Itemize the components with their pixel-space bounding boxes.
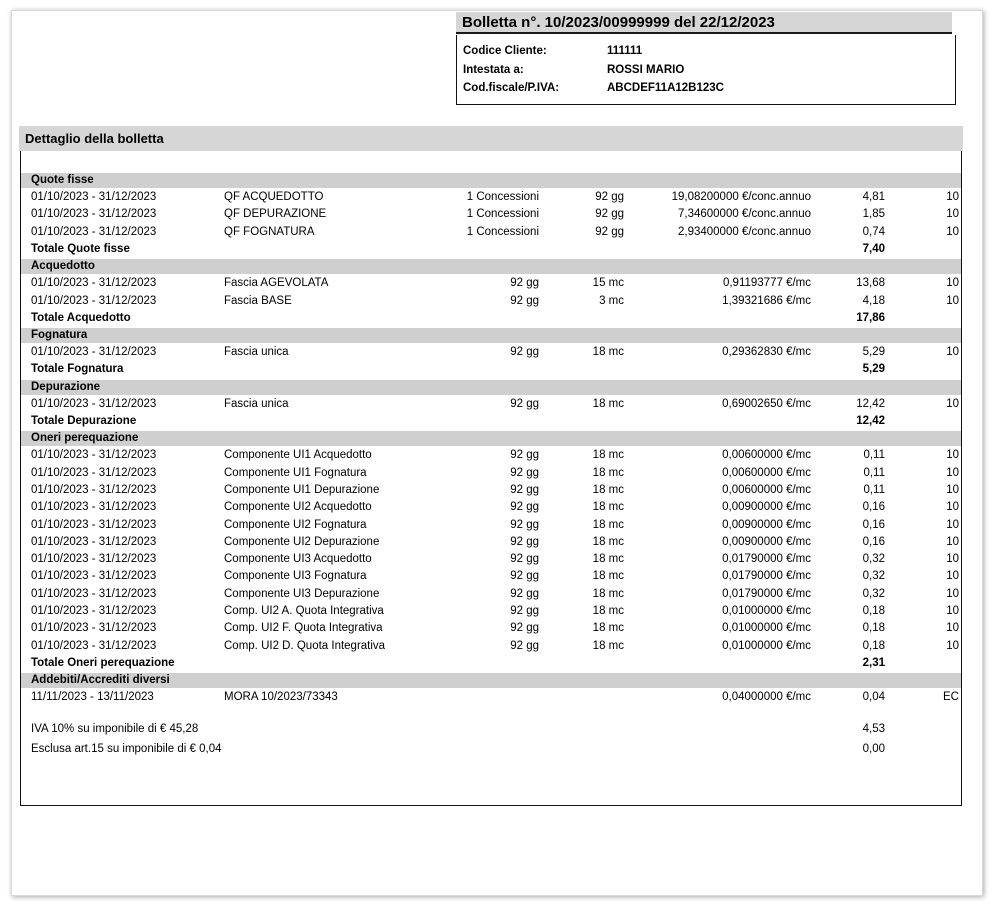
row-unit-price: 0,01000000 €/mc — [722, 605, 811, 617]
row-amount: 0,11 — [863, 449, 885, 462]
section-total-row — [21, 361, 961, 378]
row-vat-code: EC — [943, 691, 959, 704]
row-consumption: 18 mc — [592, 346, 624, 359]
section-total-row — [21, 413, 961, 430]
section-header: Addebiti/Accrediti diversi — [21, 673, 961, 688]
table-row — [21, 293, 961, 310]
row-consumption: 18 mc — [592, 483, 624, 496]
row-amount: 0,32 — [862, 570, 885, 583]
section-total-amount: 12,42 — [856, 415, 885, 427]
row-period: 01/10/2023 - 31/12/2023 — [31, 449, 157, 462]
row-unit-price: 0,00600000 €/mc — [722, 466, 811, 479]
section-total-amount: 5,29 — [862, 363, 885, 376]
row-unit-price: 0,01790000 €/mc — [722, 570, 811, 583]
row-vat-code: 10 — [946, 501, 959, 514]
row-amount: 13,68 — [856, 277, 885, 290]
row-consumption: 92 gg — [595, 208, 624, 221]
row-vat-code: 10 — [946, 605, 959, 617]
row-amount: 4,18 — [862, 294, 885, 307]
row-consumption: 18 mc — [592, 518, 624, 531]
row-unit-price: 0,69002650 €/mc — [722, 397, 811, 410]
section-total-label: Totale Acquedotto — [31, 311, 131, 324]
row-vat-code: 10 — [946, 397, 959, 410]
row-vat-code: 10 — [946, 535, 959, 548]
section-header: Depurazione — [21, 380, 961, 395]
row-period: 01/10/2023 - 31/12/2023 — [31, 587, 157, 600]
table-row — [21, 534, 961, 551]
row-vat-code: 10 — [946, 639, 959, 652]
row-unit-price: 7,34600000 €/conc.annuo — [677, 208, 811, 221]
row-quantity: 92 gg — [510, 639, 539, 652]
row-period: 01/10/2023 - 31/12/2023 — [31, 553, 157, 566]
section-total-row — [21, 241, 961, 258]
row-unit-price: 0,01000000 €/mc — [722, 639, 811, 652]
row-unit-price: 0,29362830 €/mc — [722, 346, 811, 359]
row-vat-code: 10 — [946, 277, 959, 290]
row-amount: 0,04 — [862, 691, 885, 704]
section-total-amount: 2,31 — [862, 656, 885, 669]
section-header: Fognatura — [21, 328, 961, 343]
row-consumption: 92 gg — [595, 225, 624, 238]
section-total-row — [21, 310, 961, 327]
row-description: Componente UI2 Fognatura — [224, 518, 367, 531]
row-description: Componente UI3 Acquedotto — [224, 553, 372, 566]
table-row — [21, 447, 961, 464]
row-amount: 0,18 — [862, 639, 885, 652]
row-consumption: 18 mc — [592, 535, 624, 548]
client-holder-row — [463, 61, 992, 79]
client-code-row — [463, 42, 992, 60]
row-consumption: 18 mc — [592, 587, 624, 600]
section-total-label: Totale Quote fisse — [31, 242, 130, 255]
row-quantity: 92 gg — [510, 622, 539, 635]
row-quantity: 1 Concessioni — [466, 191, 539, 203]
row-quantity: 92 gg — [510, 605, 539, 617]
row-quantity: 1 Concessioni — [466, 208, 539, 221]
row-amount: 0,32 — [862, 587, 885, 600]
row-quantity: 92 gg — [510, 397, 539, 410]
row-consumption: 18 mc — [592, 449, 624, 462]
row-consumption: 3 mc — [599, 294, 624, 307]
section-total-amount: 17,86 — [856, 311, 885, 324]
row-period: 01/10/2023 - 31/12/2023 — [31, 483, 157, 496]
row-quantity: 92 gg — [510, 466, 539, 479]
row-period: 01/10/2023 - 31/12/2023 — [31, 277, 157, 290]
row-quantity: 92 gg — [510, 449, 539, 462]
vat-summary-row — [21, 721, 961, 738]
row-description: Fascia AGEVOLATA — [224, 277, 329, 290]
row-consumption: 15 mc — [592, 277, 624, 290]
row-amount: 0,74 — [862, 225, 885, 238]
row-vat-code: 10 — [946, 191, 959, 203]
client-tax-row — [463, 79, 992, 97]
table-row — [21, 275, 961, 292]
row-quantity: 92 gg — [510, 587, 539, 600]
row-amount: 0,16 — [862, 518, 885, 531]
row-consumption: 18 mc — [592, 622, 624, 635]
section-total-label: Totale Fognatura — [31, 363, 124, 376]
row-period: 01/10/2023 - 31/12/2023 — [31, 605, 157, 617]
table-row — [21, 499, 961, 516]
client-tax-value: ABCDEF11A12B123C — [607, 82, 724, 94]
row-period: 01/10/2023 - 31/12/2023 — [31, 191, 157, 203]
row-period: 01/10/2023 - 31/12/2023 — [31, 622, 157, 635]
row-consumption: 18 mc — [592, 466, 624, 479]
section-header: Acquedotto — [21, 259, 961, 274]
row-description: Fascia unica — [224, 346, 289, 359]
row-description: QF ACQUEDOTTO — [224, 191, 324, 203]
row-description: Componente UI2 Acquedotto — [224, 501, 372, 514]
row-vat-code: 10 — [946, 225, 959, 238]
row-amount: 0,18 — [862, 622, 885, 635]
row-period: 01/10/2023 - 31/12/2023 — [31, 225, 157, 238]
row-unit-price: 0,00900000 €/mc — [722, 501, 811, 514]
row-quantity: 92 gg — [510, 518, 539, 531]
row-amount: 0,32 — [862, 553, 885, 566]
row-vat-code: 10 — [946, 483, 959, 496]
client-code-label: Codice Cliente: — [463, 45, 547, 57]
table-row — [21, 620, 961, 637]
vat-summary-label: IVA 10% su imponibile di € 45,28 — [31, 722, 199, 735]
table-row — [21, 689, 961, 706]
client-holder-value: ROSSI MARIO — [607, 64, 685, 76]
table-row — [21, 396, 961, 413]
vat-summary-amount: 4,53 — [862, 722, 885, 735]
row-description: MORA 10/2023/73343 — [224, 691, 338, 704]
row-period: 01/10/2023 - 31/12/2023 — [31, 639, 157, 652]
row-vat-code: 10 — [946, 518, 959, 531]
section-header: Quote fisse — [21, 173, 961, 188]
detail-title: Dettaglio della bolletta — [19, 126, 963, 151]
row-quantity: 92 gg — [510, 294, 539, 307]
row-consumption: 18 mc — [592, 639, 624, 652]
row-unit-price: 0,91193777 €/mc — [722, 277, 811, 290]
row-quantity: 92 gg — [510, 535, 539, 548]
row-vat-code: 10 — [946, 449, 959, 462]
vat-summary-label: Esclusa art.15 su imponibile di € 0,04 — [31, 742, 222, 755]
row-period: 01/10/2023 - 31/12/2023 — [31, 501, 157, 514]
row-description: Componente UI3 Fognatura — [224, 570, 367, 583]
row-description: Comp. UI2 F. Quota Integrativa — [224, 622, 383, 635]
table-row — [21, 586, 961, 603]
bill-detail-table — [20, 126, 962, 806]
invoice-page — [11, 10, 983, 896]
row-quantity: 1 Concessioni — [466, 225, 539, 238]
row-description: Componente UI1 Depurazione — [224, 483, 380, 496]
row-amount: 5,29 — [862, 346, 885, 359]
row-quantity: 92 gg — [510, 277, 539, 290]
row-description: QF DEPURAZIONE — [224, 208, 327, 221]
table-row — [21, 206, 961, 223]
row-vat-code: 10 — [946, 553, 959, 566]
row-unit-price: 0,00900000 €/mc — [722, 518, 811, 531]
table-row — [21, 638, 961, 655]
row-unit-price: 0,00600000 €/mc — [722, 449, 811, 462]
table-row — [21, 517, 961, 534]
client-holder-label: Intestata a: — [463, 64, 524, 76]
row-description: Comp. UI2 A. Quota Integrativa — [224, 605, 384, 617]
table-row — [21, 465, 961, 482]
row-amount: 0,16 — [862, 535, 885, 548]
row-description: Fascia unica — [224, 397, 289, 410]
row-vat-code: 10 — [946, 208, 959, 221]
table-row — [21, 568, 961, 585]
row-period: 01/10/2023 - 31/12/2023 — [31, 535, 157, 548]
row-period: 01/10/2023 - 31/12/2023 — [31, 397, 157, 410]
row-period: 01/10/2023 - 31/12/2023 — [31, 466, 157, 479]
row-description: Componente UI1 Acquedotto — [224, 449, 372, 462]
table-row — [21, 603, 961, 620]
table-row — [21, 189, 961, 206]
table-row — [21, 482, 961, 499]
row-vat-code: 10 — [946, 622, 959, 635]
row-period: 01/10/2023 - 31/12/2023 — [31, 570, 157, 583]
row-vat-code: 10 — [946, 570, 959, 583]
client-code-value: 111111 — [607, 45, 643, 57]
row-unit-price: 2,93400000 €/conc.annuo — [677, 225, 811, 238]
vat-summary-amount: 0,00 — [862, 742, 885, 755]
row-amount: 0,11 — [863, 483, 885, 496]
row-consumption: 18 mc — [592, 553, 624, 566]
row-unit-price: 0,01790000 €/mc — [722, 553, 811, 566]
row-vat-code: 10 — [946, 466, 959, 479]
row-description: Componente UI3 Depurazione — [224, 587, 380, 600]
table-row — [21, 551, 961, 568]
row-quantity: 92 gg — [510, 553, 539, 566]
row-vat-code: 10 — [946, 294, 959, 307]
row-vat-code: 10 — [946, 587, 959, 600]
section-total-label: Totale Depurazione — [31, 415, 137, 427]
section-total-label: Totale Oneri perequazione — [31, 656, 175, 669]
row-period: 11/11/2023 - 13/11/2023 — [31, 691, 154, 704]
row-period: 01/10/2023 - 31/12/2023 — [31, 346, 157, 359]
row-consumption: 18 mc — [592, 570, 624, 583]
row-description: Componente UI1 Fognatura — [224, 466, 367, 479]
row-period: 01/10/2023 - 31/12/2023 — [31, 294, 157, 307]
vat-summary-row — [21, 741, 961, 758]
row-unit-price: 0,01000000 €/mc — [722, 622, 811, 635]
row-amount: 12,42 — [856, 397, 885, 410]
row-period: 01/10/2023 - 31/12/2023 — [31, 518, 157, 531]
row-unit-price: 1,39321686 €/mc — [722, 294, 811, 307]
row-description: QF FOGNATURA — [224, 225, 315, 238]
row-amount: 0,16 — [862, 501, 885, 514]
row-quantity: 92 gg — [510, 346, 539, 359]
row-amount: 1,85 — [862, 208, 885, 221]
table-row — [21, 224, 961, 241]
row-description: Comp. UI2 D. Quota Integrativa — [224, 639, 386, 652]
row-amount: 0,11 — [863, 466, 885, 479]
section-total-row — [21, 655, 961, 672]
bill-title: Bolletta n°. 10/2023/00999999 del 22/12/2023 — [456, 12, 952, 34]
client-tax-label: Cod.fiscale/P.IVA: — [463, 82, 560, 94]
row-vat-code: 10 — [946, 346, 959, 359]
row-consumption: 18 mc — [592, 605, 624, 617]
row-unit-price: 0,01790000 €/mc — [722, 587, 811, 600]
row-consumption: 18 mc — [592, 397, 624, 410]
section-total-amount: 7,40 — [862, 242, 885, 255]
row-quantity: 92 gg — [510, 483, 539, 496]
row-consumption: 92 gg — [595, 191, 624, 203]
row-amount: 4,81 — [862, 191, 885, 203]
row-period: 01/10/2023 - 31/12/2023 — [31, 208, 157, 221]
row-unit-price: 19,08200000 €/conc.annuo — [671, 191, 811, 203]
section-header: Oneri perequazione — [21, 431, 961, 446]
row-unit-price: 0,00900000 €/mc — [722, 535, 811, 548]
row-quantity: 92 gg — [510, 570, 539, 583]
row-unit-price: 0,04000000 €/mc — [722, 691, 811, 704]
client-info-box — [456, 35, 956, 105]
row-amount: 0,18 — [862, 605, 885, 617]
row-quantity: 92 gg — [510, 501, 539, 514]
row-description: Componente UI2 Depurazione — [224, 535, 380, 548]
row-description: Fascia BASE — [224, 294, 292, 307]
row-consumption: 18 mc — [592, 501, 624, 514]
row-unit-price: 0,00600000 €/mc — [722, 483, 811, 496]
table-row — [21, 344, 961, 361]
